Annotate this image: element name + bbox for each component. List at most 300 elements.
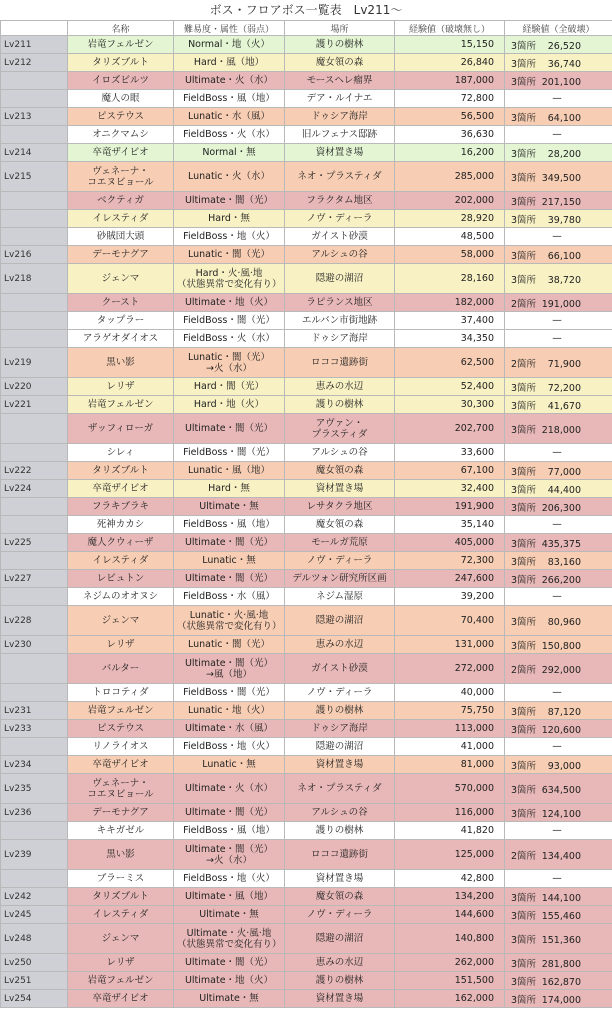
exp-full-value: 150,800 <box>541 640 581 652</box>
exp-full-value: 77,000 <box>547 466 581 478</box>
exp-full-cell <box>505 498 612 516</box>
table-row <box>1 822 612 840</box>
difficulty-cell: Normal・地（火） <box>174 36 285 54</box>
boss-name-cell: デーモナグア <box>68 246 174 264</box>
exp-full-cell: — <box>505 90 612 108</box>
table-row <box>1 972 612 990</box>
break-parts: 3箇所 <box>511 556 537 568</box>
difficulty-cell: FieldBoss・地（火） <box>174 228 285 246</box>
table-row <box>1 294 612 312</box>
exp-full-cell <box>505 888 612 906</box>
level-cell: Lv222 <box>1 462 68 480</box>
exp-full-cell <box>505 924 612 954</box>
boss-name-cell: ピステウス <box>68 108 174 126</box>
break-parts: 3箇所 <box>511 424 537 436</box>
location-cell: 護りの樹林 <box>285 702 395 720</box>
level-cell <box>1 414 68 444</box>
table-row <box>1 246 612 264</box>
difficulty-cell: Ultimate・闇（光） →火（水） <box>174 840 285 870</box>
difficulty-cell: Lunatic・地（火） <box>174 702 285 720</box>
break-parts: 3箇所 <box>511 40 537 52</box>
exp-full-cell <box>505 954 612 972</box>
exp-cell: 405,000 <box>395 534 505 552</box>
difficulty-cell: Ultimate・風（地） <box>174 888 285 906</box>
boss-name-cell: フラキブラキ <box>68 498 174 516</box>
level-cell: Lv250 <box>1 954 68 972</box>
table-row <box>1 108 612 126</box>
difficulty-cell: FieldBoss・風（地） <box>174 516 285 534</box>
exp-full-cell <box>505 462 612 480</box>
break-parts: 3箇所 <box>511 502 537 514</box>
table-row <box>1 414 612 444</box>
exp-full-value: 72,200 <box>547 382 581 394</box>
break-parts: 3箇所 <box>511 214 537 226</box>
table-row <box>1 636 612 654</box>
boss-name-cell: レビュトン <box>68 570 174 588</box>
table-row <box>1 36 612 54</box>
table-row <box>1 534 612 552</box>
level-cell: Lv213 <box>1 108 68 126</box>
exp-full-cell: — <box>505 588 612 606</box>
location-cell: アルシュの谷 <box>285 804 395 822</box>
table-row <box>1 888 612 906</box>
exp-cell: 48,500 <box>395 228 505 246</box>
boss-name-cell: アラゲオダイオス <box>68 330 174 348</box>
location-cell: エルバン市街地跡 <box>285 312 395 330</box>
level-cell <box>1 684 68 702</box>
location-cell: 資材置き場 <box>285 756 395 774</box>
break-parts: 3箇所 <box>511 640 537 652</box>
difficulty-cell: Ultimate・無 <box>174 906 285 924</box>
exp-full-value: 218,000 <box>541 424 581 436</box>
boss-name-cell: イレスティダ <box>68 552 174 570</box>
difficulty-cell: Hard・無 <box>174 480 285 498</box>
exp-full-value: 174,000 <box>541 994 581 1006</box>
boss-name-cell: ヴェネーナ・ コエヌビョール <box>68 774 174 804</box>
exp-full-value: 66,100 <box>547 250 581 262</box>
difficulty-cell: Lunatic・無 <box>174 756 285 774</box>
break-parts: 3箇所 <box>511 784 537 796</box>
level-cell <box>1 498 68 516</box>
exp-full-value: 41,670 <box>547 400 581 412</box>
exp-full-value: 155,460 <box>541 910 581 922</box>
exp-full-cell <box>505 552 612 570</box>
exp-cell: 116,000 <box>395 804 505 822</box>
exp-cell: 202,700 <box>395 414 505 444</box>
level-cell: Lv214 <box>1 144 68 162</box>
exp-cell: 16,200 <box>395 144 505 162</box>
level-cell: Lv216 <box>1 246 68 264</box>
level-cell: Lv242 <box>1 888 68 906</box>
table-row <box>1 498 612 516</box>
table-row <box>1 516 612 534</box>
exp-full-value: 38,720 <box>547 274 581 286</box>
exp-full-cell <box>505 108 612 126</box>
break-parts: 3箇所 <box>511 976 537 988</box>
break-parts: 3箇所 <box>511 196 537 208</box>
level-cell: Lv245 <box>1 906 68 924</box>
exp-cell: 202,000 <box>395 192 505 210</box>
boss-name-cell: 砂賊団大頭 <box>68 228 174 246</box>
exp-full-cell <box>505 162 612 192</box>
exp-full-cell <box>505 36 612 54</box>
header-exp: 経験値（破壊無し） <box>395 21 505 36</box>
difficulty-cell: Ultimate・水（風） <box>174 720 285 738</box>
break-parts: 3箇所 <box>511 76 537 88</box>
exp-full-cell <box>505 570 612 588</box>
table-row <box>1 72 612 90</box>
difficulty-cell: Ultimate・闇（光） <box>174 804 285 822</box>
table-row <box>1 570 612 588</box>
difficulty-cell: Ultimate・火（水） <box>174 774 285 804</box>
boss-name-cell: トロコティダ <box>68 684 174 702</box>
level-cell <box>1 330 68 348</box>
boss-name-cell: 魔人クウィーザ <box>68 534 174 552</box>
boss-name-cell: ブラーミス <box>68 870 174 888</box>
break-parts: 3箇所 <box>511 172 537 184</box>
difficulty-cell: Lunatic・火·風·地 （状態異常で変化有り） <box>174 606 285 636</box>
location-cell: ノヴ・ディーラ <box>285 210 395 228</box>
level-cell: Lv219 <box>1 348 68 378</box>
exp-full-cell: — <box>505 870 612 888</box>
exp-full-cell <box>505 210 612 228</box>
table-row <box>1 348 612 378</box>
location-cell: ドゥシア海岸 <box>285 108 395 126</box>
difficulty-cell: FieldBoss・闇（光） <box>174 684 285 702</box>
exp-cell: 28,920 <box>395 210 505 228</box>
location-cell: ノヴ・ディーラ <box>285 552 395 570</box>
difficulty-cell: Ultimate・無 <box>174 498 285 516</box>
boss-name-cell: レリザ <box>68 378 174 396</box>
exp-cell: 62,500 <box>395 348 505 378</box>
exp-cell: 34,350 <box>395 330 505 348</box>
location-cell: ノヴ・ディーラ <box>285 906 395 924</box>
exp-full-cell: — <box>505 312 612 330</box>
exp-full-cell <box>505 192 612 210</box>
boss-name-cell: タップラー <box>68 312 174 330</box>
difficulty-cell: Ultimate・無 <box>174 990 285 1008</box>
location-cell: 魔女領の森 <box>285 462 395 480</box>
break-parts: 3箇所 <box>511 250 537 262</box>
boss-name-cell: オニクマムシ <box>68 126 174 144</box>
exp-cell: 41,820 <box>395 822 505 840</box>
level-cell: Lv221 <box>1 396 68 414</box>
boss-name-cell: バルター <box>68 654 174 684</box>
difficulty-cell: FieldBoss・風（地） <box>174 90 285 108</box>
exp-full-value: 83,160 <box>547 556 581 568</box>
exp-full-value: 80,960 <box>547 616 581 628</box>
difficulty-cell: Ultimate・闇（光） →風（地） <box>174 654 285 684</box>
break-parts: 3箇所 <box>511 616 537 628</box>
exp-full-cell <box>505 702 612 720</box>
difficulty-cell: Lunatic・闇（光） <box>174 246 285 264</box>
level-cell: Lv228 <box>1 606 68 636</box>
exp-cell: 191,900 <box>395 498 505 516</box>
level-cell: Lv220 <box>1 378 68 396</box>
exp-full-cell <box>505 246 612 264</box>
location-cell: 恵みの水辺 <box>285 378 395 396</box>
exp-cell: 36,630 <box>395 126 505 144</box>
level-cell: Lv227 <box>1 570 68 588</box>
location-cell: フラクタム地区 <box>285 192 395 210</box>
exp-cell: 151,500 <box>395 972 505 990</box>
table-row <box>1 990 612 1008</box>
table-row <box>1 126 612 144</box>
table-row <box>1 738 612 756</box>
header-location: 場所 <box>285 21 395 36</box>
level-cell: Lv215 <box>1 162 68 192</box>
header-name: 名称 <box>68 21 174 36</box>
table-row <box>1 804 612 822</box>
boss-name-cell: イロズビルツ <box>68 72 174 90</box>
exp-full-value: 39,780 <box>547 214 581 226</box>
level-cell: Lv248 <box>1 924 68 954</box>
table-row <box>1 654 612 684</box>
location-cell: ネオ・プラスティダ <box>285 162 395 192</box>
header-level <box>1 21 68 36</box>
location-cell: 隠避の湖沼 <box>285 264 395 294</box>
level-cell <box>1 192 68 210</box>
exp-full-value: 28,200 <box>547 148 581 160</box>
exp-cell: 162,000 <box>395 990 505 1008</box>
table-header-row <box>1 21 612 36</box>
boss-name-cell: ザッフィローガ <box>68 414 174 444</box>
table-row <box>1 396 612 414</box>
boss-name-cell: タリズブルト <box>68 54 174 72</box>
exp-cell: 131,000 <box>395 636 505 654</box>
table-row <box>1 264 612 294</box>
exp-full-value: 634,500 <box>541 784 581 796</box>
location-cell: モースヘレ瘤界 <box>285 72 395 90</box>
exp-full-value: 120,600 <box>541 724 581 736</box>
exp-cell: 67,100 <box>395 462 505 480</box>
exp-full-value: 93,000 <box>547 760 581 772</box>
boss-name-cell: イレスティダ <box>68 210 174 228</box>
break-parts: 3箇所 <box>511 934 537 946</box>
location-cell: レサタクラ地区 <box>285 498 395 516</box>
level-cell <box>1 90 68 108</box>
table-row <box>1 330 612 348</box>
exp-cell: 28,160 <box>395 264 505 294</box>
exp-cell: 70,400 <box>395 606 505 636</box>
exp-full-cell <box>505 348 612 378</box>
level-cell <box>1 516 68 534</box>
table-row <box>1 720 612 738</box>
exp-full-cell <box>505 294 612 312</box>
table-row <box>1 702 612 720</box>
exp-cell: 72,300 <box>395 552 505 570</box>
location-cell: 資材置き場 <box>285 480 395 498</box>
boss-name-cell: 卒竜ザイビオ <box>68 756 174 774</box>
level-cell <box>1 72 68 90</box>
difficulty-cell: Lunatic・風（地） <box>174 462 285 480</box>
exp-full-value: 26,520 <box>547 40 581 52</box>
location-cell: アルシュの谷 <box>285 246 395 264</box>
exp-cell: 182,000 <box>395 294 505 312</box>
exp-full-value: 349,500 <box>541 172 581 184</box>
break-parts: 3箇所 <box>511 400 537 412</box>
difficulty-cell: Lunatic・火（水） <box>174 162 285 192</box>
location-cell: 魔女領の森 <box>285 888 395 906</box>
boss-table <box>0 20 612 1008</box>
exp-full-value: 206,300 <box>541 502 581 514</box>
exp-cell: 42,800 <box>395 870 505 888</box>
exp-full-cell <box>505 534 612 552</box>
break-parts: 3箇所 <box>511 112 537 124</box>
table-row <box>1 684 612 702</box>
location-cell: 護りの樹林 <box>285 36 395 54</box>
exp-cell: 37,400 <box>395 312 505 330</box>
table-body <box>1 36 612 1008</box>
table-row <box>1 210 612 228</box>
boss-name-cell: ヴェネーナ・ コエヌビョール <box>68 162 174 192</box>
table-row <box>1 162 612 192</box>
boss-name-cell: 卒竜ザイビオ <box>68 144 174 162</box>
table-row <box>1 756 612 774</box>
difficulty-cell: FieldBoss・風（地） <box>174 822 285 840</box>
level-cell: Lv254 <box>1 990 68 1008</box>
exp-full-cell: — <box>505 228 612 246</box>
exp-full-cell <box>505 264 612 294</box>
level-cell <box>1 588 68 606</box>
difficulty-cell: FieldBoss・闇（光） <box>174 312 285 330</box>
difficulty-cell: Hard・闇（光） <box>174 378 285 396</box>
location-cell: 資材置き場 <box>285 144 395 162</box>
exp-full-cell <box>505 396 612 414</box>
boss-name-cell: 岩竜フェルゼン <box>68 972 174 990</box>
table-row <box>1 444 612 462</box>
exp-full-cell: — <box>505 126 612 144</box>
boss-name-cell: デーモナグア <box>68 804 174 822</box>
level-cell <box>1 210 68 228</box>
exp-full-cell <box>505 720 612 738</box>
break-parts: 3箇所 <box>511 808 537 820</box>
exp-full-value: 281,800 <box>541 958 581 970</box>
break-parts: 3箇所 <box>511 538 537 550</box>
level-cell <box>1 312 68 330</box>
difficulty-cell: Ultimate・地（火） <box>174 972 285 990</box>
break-parts: 3箇所 <box>511 724 537 736</box>
exp-full-cell <box>505 606 612 636</box>
table-row <box>1 954 612 972</box>
break-parts: 3箇所 <box>511 910 537 922</box>
exp-full-value: 124,100 <box>541 808 581 820</box>
level-cell <box>1 870 68 888</box>
exp-cell: 35,140 <box>395 516 505 534</box>
table-row <box>1 774 612 804</box>
table-row <box>1 90 612 108</box>
exp-full-value: 87,120 <box>547 706 581 718</box>
exp-full-cell <box>505 378 612 396</box>
table-row <box>1 54 612 72</box>
difficulty-cell: Ultimate・火·風·地 （状態異常で変化有り） <box>174 924 285 954</box>
table-row <box>1 552 612 570</box>
boss-name-cell: 岩竜フェルゼン <box>68 396 174 414</box>
exp-full-value: 71,900 <box>547 358 581 370</box>
boss-name-cell: ネジムのオオヌシ <box>68 588 174 606</box>
exp-full-cell <box>505 636 612 654</box>
exp-cell: 40,000 <box>395 684 505 702</box>
location-cell: 魔女領の森 <box>285 516 395 534</box>
break-parts: 2箇所 <box>511 664 537 676</box>
exp-full-cell <box>505 906 612 924</box>
exp-cell: 33,600 <box>395 444 505 462</box>
level-cell: Lv235 <box>1 774 68 804</box>
level-cell: Lv239 <box>1 840 68 870</box>
exp-cell: 39,200 <box>395 588 505 606</box>
break-parts: 3箇所 <box>511 706 537 718</box>
table-row <box>1 378 612 396</box>
break-parts: 3箇所 <box>511 274 537 286</box>
exp-full-cell <box>505 990 612 1008</box>
exp-full-cell <box>505 756 612 774</box>
exp-cell: 272,000 <box>395 654 505 684</box>
level-cell <box>1 552 68 570</box>
exp-full-value: 36,740 <box>547 58 581 70</box>
exp-cell: 144,600 <box>395 906 505 924</box>
exp-full-value: 134,400 <box>541 850 581 862</box>
boss-name-cell: 岩竜フェルゼン <box>68 36 174 54</box>
difficulty-cell: Lunatic・水（風） <box>174 108 285 126</box>
exp-full-cell: — <box>505 738 612 756</box>
exp-cell: 72,800 <box>395 90 505 108</box>
location-cell: ドゥシア海岸 <box>285 330 395 348</box>
boss-name-cell: シレィ <box>68 444 174 462</box>
location-cell: デア・ルイナエ <box>285 90 395 108</box>
level-cell: Lv230 <box>1 636 68 654</box>
exp-full-value: 217,150 <box>541 196 581 208</box>
difficulty-cell: FieldBoss・地（火） <box>174 870 285 888</box>
location-cell: 資材置き場 <box>285 990 395 1008</box>
location-cell: ネジム湿原 <box>285 588 395 606</box>
difficulty-cell: Lunatic・闇（光） →火（水） <box>174 348 285 378</box>
table-row <box>1 480 612 498</box>
exp-full-value: 162,870 <box>541 976 581 988</box>
level-cell <box>1 228 68 246</box>
boss-name-cell: レリザ <box>68 636 174 654</box>
difficulty-cell: Ultimate・闇（光） <box>174 570 285 588</box>
difficulty-cell: Ultimate・闇（光） <box>174 954 285 972</box>
table-row <box>1 144 612 162</box>
level-cell: Lv234 <box>1 756 68 774</box>
boss-name-cell: ピステウス <box>68 720 174 738</box>
break-parts: 2箇所 <box>511 298 537 310</box>
location-cell: デルツォン研究所区画 <box>285 570 395 588</box>
difficulty-cell: Hard・風（地） <box>174 54 285 72</box>
boss-name-cell: ジェンマ <box>68 264 174 294</box>
difficulty-cell: FieldBoss・闇（光） <box>174 444 285 462</box>
exp-cell: 15,150 <box>395 36 505 54</box>
level-cell: Lv212 <box>1 54 68 72</box>
break-parts: 3箇所 <box>511 892 537 904</box>
location-cell: ドゥシア海岸 <box>285 720 395 738</box>
boss-name-cell: タリズブルト <box>68 888 174 906</box>
exp-full-value: 144,100 <box>541 892 581 904</box>
location-cell: アヴァン・ プラスティダ <box>285 414 395 444</box>
level-cell <box>1 738 68 756</box>
location-cell: ネオ・プラスティダ <box>285 774 395 804</box>
location-cell: 護りの樹林 <box>285 972 395 990</box>
exp-full-cell: — <box>505 330 612 348</box>
boss-name-cell: 黒い影 <box>68 840 174 870</box>
exp-full-value: 292,000 <box>541 664 581 676</box>
exp-cell: 41,000 <box>395 738 505 756</box>
difficulty-cell: Ultimate・地（火） <box>174 294 285 312</box>
exp-full-value: 266,200 <box>541 574 581 586</box>
exp-full-cell: — <box>505 444 612 462</box>
difficulty-cell: Ultimate・闇（光） <box>174 534 285 552</box>
exp-cell: 262,000 <box>395 954 505 972</box>
